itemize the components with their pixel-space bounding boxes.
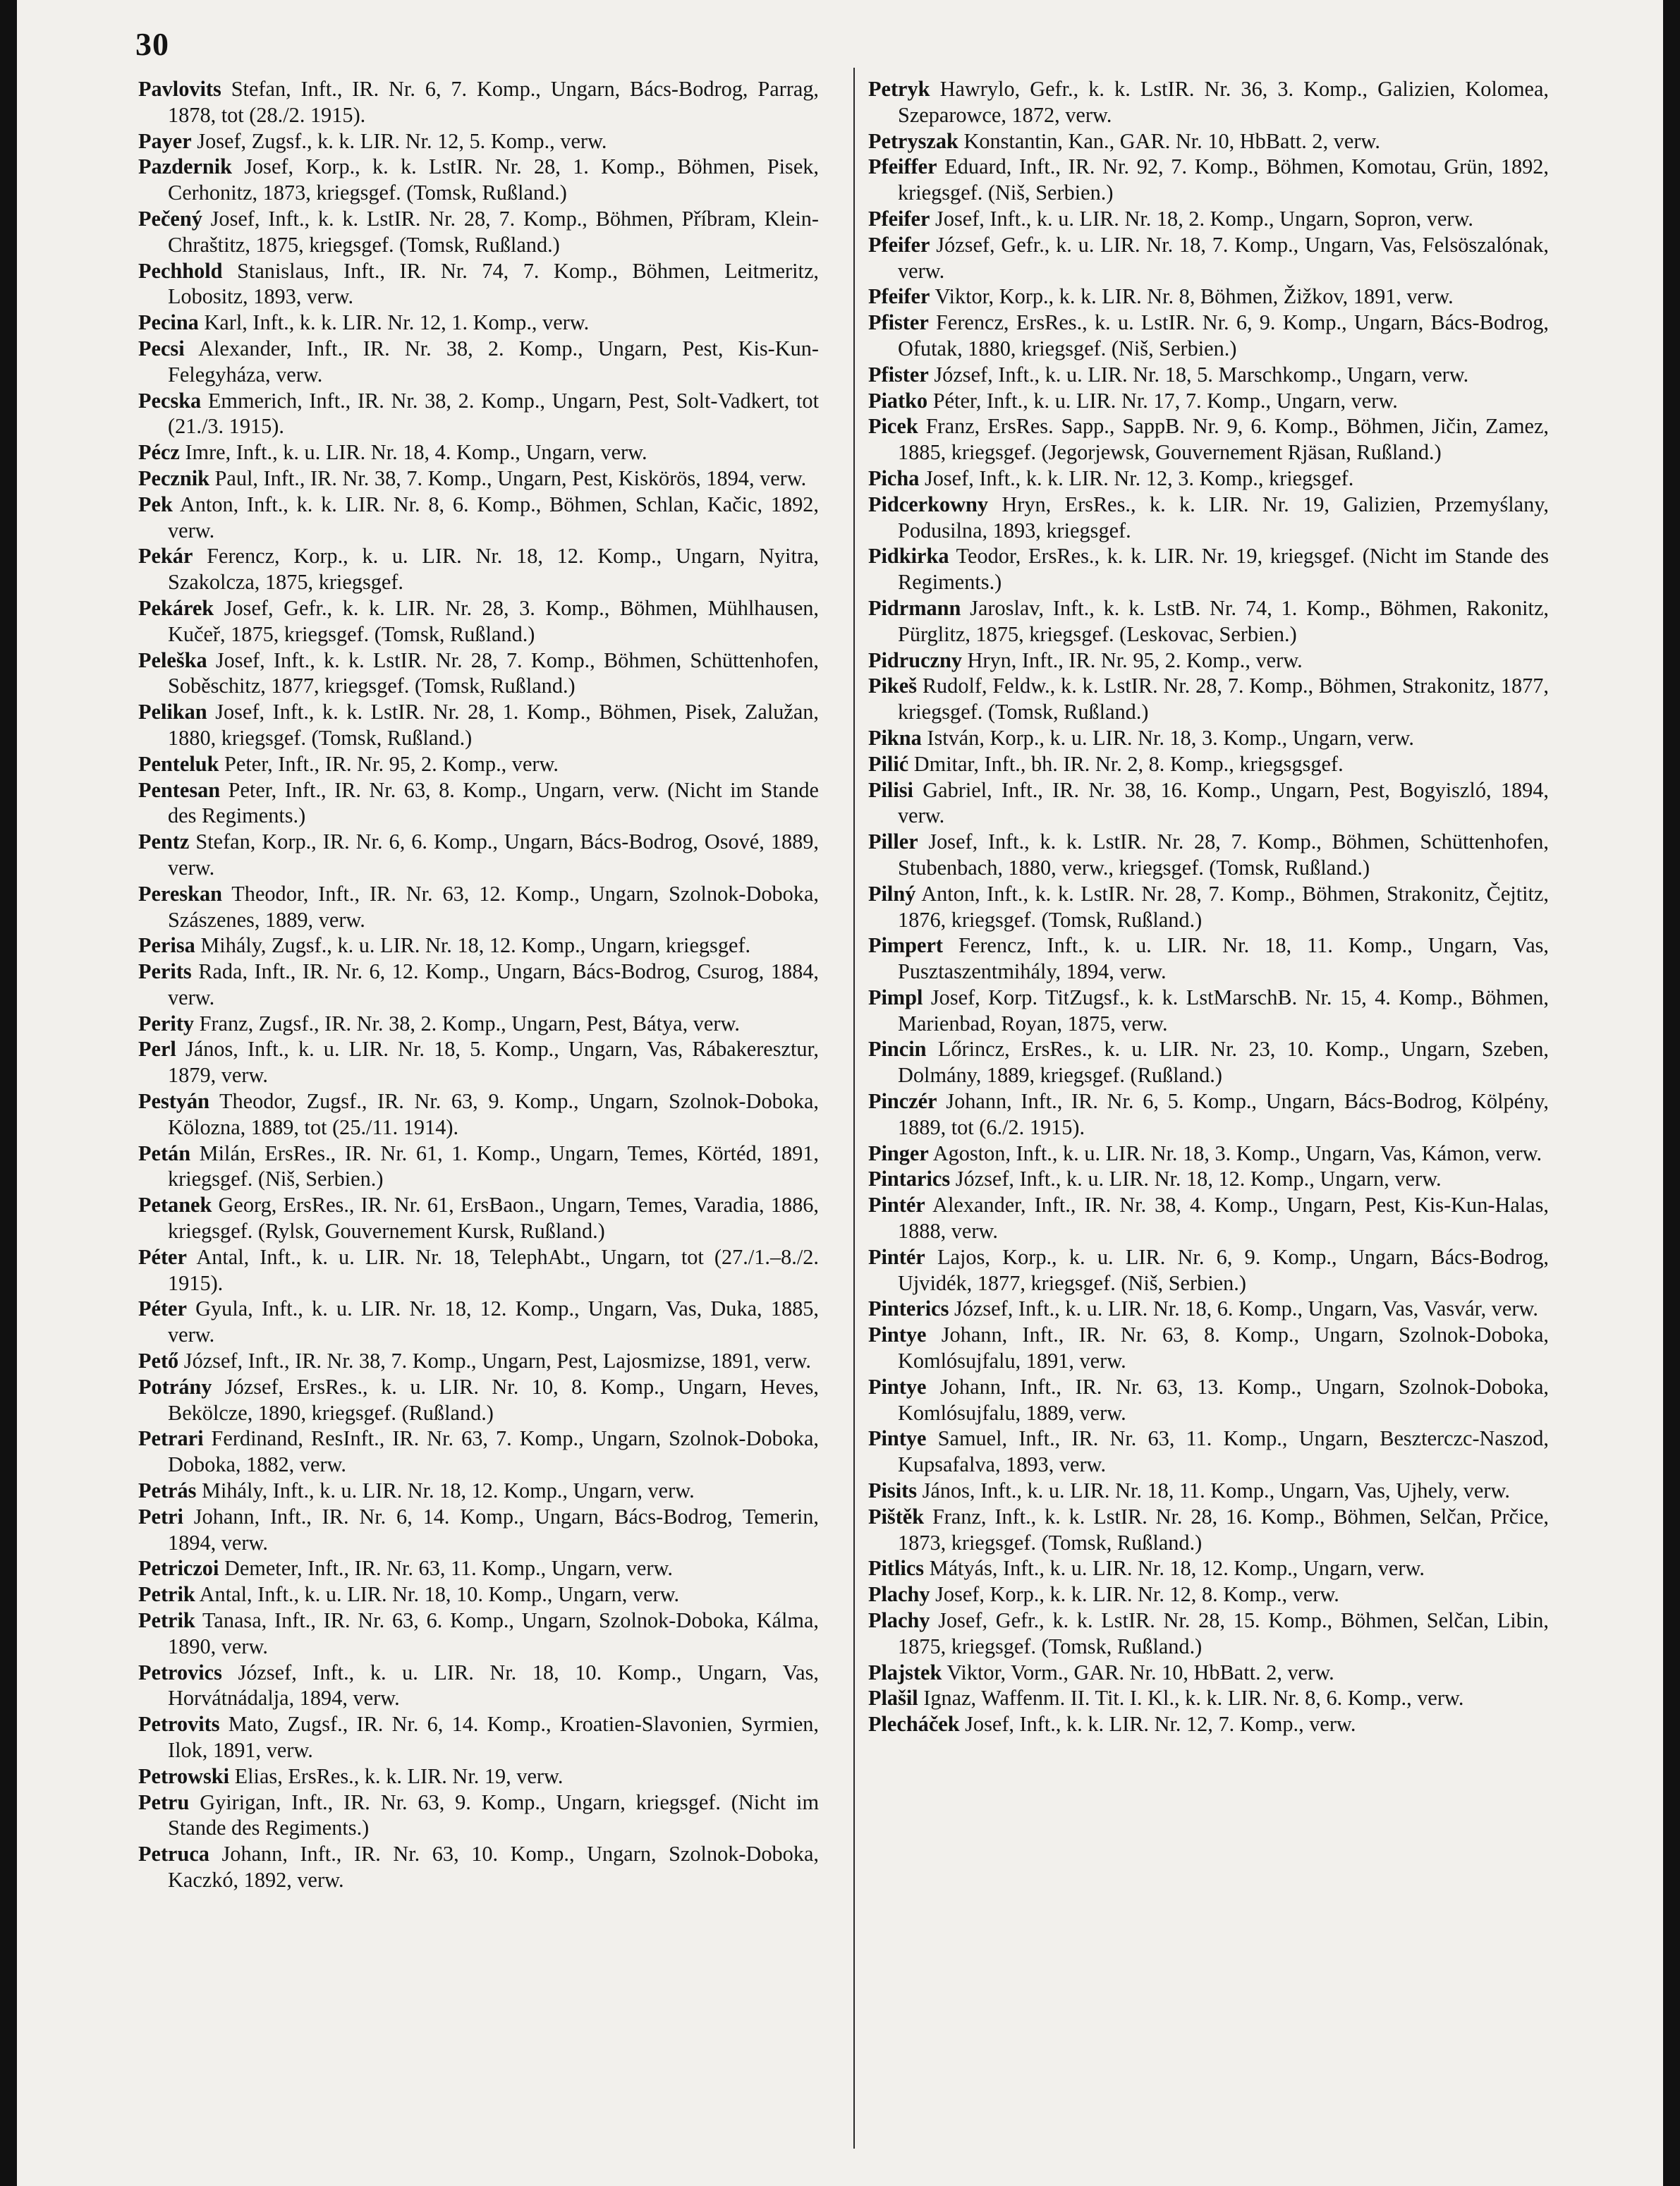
entry-details: Paul, Inft., IR. Nr. 38, 7. Komp., Ungarn, Pest, Kiskörös, 1894, verw. [214,466,807,490]
entry-surname: Petrovics [138,1660,222,1684]
entry-details: Karl, Inft., k. k. LIR. Nr. 12, 1. Komp., verw. [204,310,590,335]
entry-details: Josef, Inft., k. k. LstIR. Nr. 28, 1. Komp., Böhmen, Pisek, Zalužan, 1880, kriegsgef. (Tomsk, Rußland.) [168,700,819,750]
entry-details: Teodor, ErsRes., k. k. LIR. Nr. 19, kriegsgef. (Nicht im Stande des Regiments.) [898,544,1549,595]
entry-surname: Pimpert [868,933,943,958]
entry-surname: Petriczoi [138,1556,219,1581]
entry-details: Ferencz, Inft., k. u. LIR. Nr. 18, 11. Komp., Ungarn, Vas, Pusztaszentmihály, 1894, verw. [898,933,1549,984]
entry-surname: Plašil [868,1686,918,1711]
list-item [868,310,1549,362]
entry-details: Ferencz, ErsRes., k. u. LstIR. Nr. 6, 9. Komp., Ungarn, Bács-Bodrog, Ofutak, 1880, kriegsgef. (Niš, Serbien.) [898,310,1550,360]
entry-details: Hawrylo, Gefr., k. k. LstIR. Nr. 36, 3. Komp., Galizien, Kolomea, Szeparowce, 1872, verw. [898,77,1549,127]
entry-details: Johann, Inft., IR. Nr. 6, 5. Komp., Ungarn, Bács-Bodrog, Kölpény, 1889, tot (6./2. 1915). [898,1089,1550,1139]
entry-details: Antal, Inft., k. u. LIR. Nr. 18, TelephAbt., Ungarn, tot (27./1.–8./2. 1915). [168,1244,819,1295]
entry-surname: Plachy [868,1582,930,1607]
entry-details: Franz, ErsRes. Sapp., SappB. Nr. 9, 6. Komp., Böhmen, Jičin, Zamez, 1885, kriegsgef. (Jegorjewsk, Gouvernement Rjäsan, Rußland.) [898,414,1550,465]
entry-surname: Perits [138,959,192,984]
list-item [868,1036,1549,1088]
list-item [138,1660,819,1712]
entry-details: Josef, Gefr., k. k. LstIR. Nr. 28, 15. Komp., Böhmen, Selčan, Libin, 1875, kriegsgef. (Tomsk, Rußland.) [898,1608,1549,1658]
entry-surname: Pereskan [138,881,222,906]
list-item [868,1555,1549,1581]
entry-surname: Payer [138,128,192,153]
list-item [868,492,1549,544]
entry-details: Anton, Inft., k. k. LstIR. Nr. 28, 7. Komp., Böhmen, Strakonitz, Čejtitz, 1876, kriegsgef. (Tomsk, Rußland.) [898,881,1549,932]
entry-surname: Pecsi [138,336,185,360]
list-item [868,1166,1549,1192]
entry-surname: Pecznik [138,466,209,490]
list-item [138,310,819,336]
list-item [138,933,819,959]
list-item [138,1426,819,1478]
entry-details: Mátyás, Inft., k. u. LIR. Nr. 18, 12. Komp., Ungarn, verw. [929,1556,1425,1581]
list-item [138,1711,819,1763]
list-item [868,725,1549,751]
entry-details: Gyula, Inft., k. u. LIR. Nr. 18, 12. Komp., Ungarn, Vas, Duka, 1885, verw. [168,1297,819,1347]
list-item [138,829,819,881]
list-item [868,284,1549,310]
list-item [868,1426,1549,1478]
list-item [868,362,1549,388]
entry-surname: Pecska [138,388,202,413]
list-item [138,1348,819,1374]
entry-surname: Petrari [138,1426,204,1451]
list-item [868,1322,1549,1374]
list-item [868,1296,1549,1322]
entry-details: Dmitar, Inft., bh. IR. Nr. 2, 8. Komp., kriegsgsgef. [913,751,1344,776]
entry-surname: Petrovits [138,1712,220,1737]
list-item [138,439,819,466]
entry-details: Ferencz, Korp., k. u. LIR. Nr. 18, 12. Komp., Ungarn, Nyitra, Szakolcza, 1875, kriegsgef. [168,544,820,595]
entry-surname: Pecina [138,310,199,335]
entry-surname: Petruca [138,1842,209,1866]
entry-details: Ferdinand, ResInft., IR. Nr. 63, 7. Komp., Ungarn, Szolnok-Doboka, Doboka, 1882, verw. [168,1426,820,1477]
entry-details: Josef, Inft., k. u. LIR. Nr. 18, 2. Komp., Ungarn, Sopron, verw. [935,206,1473,231]
entry-surname: Pécz [138,440,180,465]
entry-details: Josef, Inft., k. k. LIR. Nr. 12, 3. Komp., kriegsgef. [924,466,1354,490]
entry-surname: Pekár [138,544,193,569]
list-item [868,1141,1549,1167]
entry-details: Franz, Zugsf., IR. Nr. 38, 2. Komp., Ungarn, Pest, Bátya, verw. [199,1011,740,1036]
entry-details: Demeter, Inft., IR. Nr. 63, 11. Komp., Ungarn, verw. [224,1556,673,1581]
entry-surname: Petrowski [138,1763,230,1788]
entry-details: Josef, Zugsf., k. k. LIR. Nr. 12, 5. Komp., verw. [197,128,607,153]
list-item [138,128,819,154]
list-item [868,829,1549,881]
entry-surname: Pintér [868,1193,925,1218]
entry-surname: Pikeš [868,674,918,698]
entry-details: Josef, Korp. TitZugsf., k. k. LstMarschB. Nr. 15, 4. Komp., Böhmen, Marienbad, Royan, 1875, verw. [898,985,1549,1036]
entry-details: József, Inft., IR. Nr. 38, 7. Komp., Ungarn, Pest, Lajosmizse, 1891, verw. [183,1349,811,1373]
list-item [868,1711,1549,1737]
entry-surname: Péter [138,1297,187,1321]
entry-surname: Pető [138,1349,179,1373]
entry-details: Hryn, Inft., IR. Nr. 95, 2. Komp., verw. [967,648,1303,672]
entry-details: Theodor, Inft., IR. Nr. 63, 12. Komp., Ungarn, Szolnok-Doboka, Szászenes, 1889, verw. [168,881,819,932]
entry-details: Josef, Korp., k. k. LIR. Nr. 12, 8. Komp., verw. [935,1582,1339,1607]
entry-details: Rada, Inft., IR. Nr. 6, 12. Komp., Ungarn, Bács-Bodrog, Csurog, 1884, verw. [168,959,820,1009]
entry-surname: Petán [138,1141,191,1165]
entry-surname: Pfeifer [868,232,930,257]
list-item [138,1841,819,1893]
entry-surname: Peleška [138,648,207,672]
entry-details: József, Inft., k. u. LIR. Nr. 18, 12. Komp., Ungarn, verw. [955,1167,1442,1191]
entry-details: János, Inft., k. u. LIR. Nr. 18, 11. Komp., Ungarn, Vas, Ujhely, verw. [922,1478,1510,1503]
entry-details: Josef, Inft., k. k. LstIR. Nr. 28, 7. Komp., Böhmen, Příbram, Klein-Chraštitz, 1875, kriegsgef. (Tomsk, Rußland.) [168,206,819,257]
entry-details: Franz, Inft., k. k. LstIR. Nr. 28, 16. Komp., Böhmen, Selčan, Prčice, 1873, kriegsgef. (Tomsk, Rußland.) [898,1504,1549,1555]
list-item [868,232,1549,284]
list-item [868,985,1549,1037]
list-item [138,1036,819,1088]
entry-surname: Pentesan [138,777,221,802]
entry-surname: Pintarics [868,1167,951,1191]
list-item [138,699,819,751]
entry-surname: Petrik [138,1582,195,1607]
entry-details: Mihály, Zugsf., k. u. LIR. Nr. 18, 12. Komp., Ungarn, kriegsgef. [200,933,751,958]
entry-surname: Pinczér [868,1089,937,1114]
list-item [868,648,1549,674]
list-item [138,1555,819,1581]
list-item [138,154,819,206]
entry-surname: Pitlics [868,1556,925,1581]
entry-surname: Plecháček [868,1712,960,1737]
entry-surname: Penteluk [138,751,219,776]
list-item [868,595,1549,648]
column-divider [853,68,855,2149]
entry-details: Georg, ErsRes., IR. Nr. 61, ErsBaon., Ungarn, Temes, Varadia, 1886, kriegsgef. (Rylsk, Gouvernement Kursk, Rußland.) [168,1193,819,1244]
list-item [138,1088,819,1141]
list-item [138,959,819,1011]
entry-surname: Pilisi [868,777,913,802]
entry-surname: Pincin [868,1037,927,1062]
list-item [138,1192,819,1244]
entry-surname: Pisits [868,1478,918,1503]
list-item [868,76,1549,128]
entry-details: József, Inft., k. u. LIR. Nr. 18, 6. Komp., Ungarn, Vas, Vasvár, verw. [954,1297,1538,1321]
entry-surname: Perl [138,1037,176,1062]
entry-surname: Pinterics [868,1297,949,1321]
list-item [138,1763,819,1790]
list-item [138,1244,819,1297]
list-item [138,543,819,595]
entry-surname: Pečený [138,206,202,231]
entry-surname: Perisa [138,933,195,958]
entry-details: Johann, Inft., IR. Nr. 6, 14. Komp., Ungarn, Bács-Bodrog, Temerin, 1894, verw. [168,1504,820,1555]
list-item [868,466,1549,492]
list-item [868,1504,1549,1556]
entry-surname: Plajstek [868,1660,942,1684]
list-item [138,388,819,440]
entry-details: Elias, ErsRes., k. k. LIR. Nr. 19, verw. [234,1763,564,1788]
entry-details: Jaroslav, Inft., k. k. LstB. Nr. 74, 1. Komp., Böhmen, Rakonitz, Pürglitz, 1875, kriegsgef. (Leskovac, Serbien.) [898,595,1549,646]
entry-details: József, ErsRes., k. u. LIR. Nr. 10, 8. Komp., Ungarn, Heves, Bekölcze, 1890, kriegsgef. (Rußland.) [168,1374,819,1425]
entry-details: Johann, Inft., IR. Nr. 63, 10. Komp., Ungarn, Szolnok-Doboka, Kaczkó, 1892, verw. [168,1842,819,1892]
entry-surname: Petru [138,1790,190,1814]
entry-details: Josef, Inft., k. k. LstIR. Nr. 28, 7. Komp., Böhmen, Schüttenhofen, Stubenbach, 1880, verw., kriegsgef. (Tomsk, Rußland.) [898,830,1550,880]
entry-surname: Pimpl [868,985,923,1009]
entry-surname: Pikna [868,725,922,750]
entry-surname: Pestyán [138,1089,209,1114]
entry-details: Josef, Gefr., k. k. LIR. Nr. 28, 3. Komp., Böhmen, Mühlhausen, Kučeř, 1875, kriegsgef. (Tomsk, Rußland.) [168,595,820,646]
entry-details: Josef, Korp., k. k. LstIR. Nr. 28, 1. Komp., Böhmen, Pisek, Cerhonitz, 1873, kriegsgef. (Tomsk, Rußland.) [168,154,819,205]
entry-details: Anton, Inft., k. k. LIR. Nr. 8, 6. Komp., Böhmen, Schlan, Kačic, 1892, verw. [168,492,819,542]
entry-details: Hryn, ErsRes., k. k. LIR. Nr. 19, Galizien, Przemyślany, Podusilna, 1893, kriegsgef. [898,492,1550,542]
entry-surname: Pištěk [868,1504,925,1529]
list-item [138,206,819,258]
entry-details: Lőrincz, ErsRes., k. u. LIR. Nr. 23, 10. Komp., Ungarn, Szeben, Dolmány, 1889, kriegsgef. (Rußland.) [898,1037,1549,1088]
entry-surname: Pintye [868,1374,927,1399]
entry-details: Stanislaus, Inft., IR. Nr. 74, 7. Komp., Böhmen, Leitmeritz, Lobositz, 1893, verw. [168,258,819,309]
entry-details: Konstantin, Kan., GAR. Nr. 10, HbBatt. 2, verw. [963,128,1380,153]
entry-details: József, Inft., k. u. LIR. Nr. 18, 5. Marschkomp., Ungarn, verw. [934,362,1469,387]
entry-details: Tanasa, Inft., IR. Nr. 63, 6. Komp., Ungarn, Szolnok-Doboka, Kálma, 1890, verw. [168,1608,819,1658]
list-item [868,673,1549,725]
list-item [868,1581,1549,1608]
list-item [138,595,819,648]
entry-surname: Piller [868,830,918,854]
entry-surname: Pidrmann [868,595,961,620]
entry-surname: Pfeifer [868,206,930,231]
list-item [868,1608,1549,1660]
document-page [17,0,1663,2186]
list-item [138,751,819,777]
entry-surname: Piatko [868,388,928,413]
entry-details: Mato, Zugsf., IR. Nr. 6, 14. Komp., Kroatien-Slavonien, Syrmien, Ilok, 1891, verw. [168,1712,819,1762]
entry-surname: Petri [138,1504,183,1529]
entry-details: Imre, Inft., k. u. LIR. Nr. 18, 4. Komp., Ungarn, verw. [185,440,647,465]
entry-details: Theodor, Zugsf., IR. Nr. 63, 9. Komp., Ungarn, Szolnok-Doboka, Kölozna, 1889, tot (25./11. 1914). [168,1089,819,1139]
list-item [138,492,819,544]
entry-surname: Pintye [868,1323,927,1347]
entry-surname: Petryszak [868,128,958,153]
entry-details: János, Inft., k. u. LIR. Nr. 18, 5. Komp., Ungarn, Vas, Rábakeresztur, 1879, verw. [168,1037,819,1088]
entry-details: Samuel, Inft., IR. Nr. 63, 11. Komp., Ungarn, Beszterczc-Naszod, Kupsafalva, 1893, verw. [898,1426,1549,1477]
list-item [868,1685,1549,1711]
entry-details: Antal, Inft., k. u. LIR. Nr. 18, 10. Komp., Ungarn, verw. [199,1582,680,1607]
entry-details: Peter, Inft., IR. Nr. 63, 8. Komp., Ungarn, verw. (Nicht im Stande des Regiments.) [168,777,820,828]
entry-details: Johann, Inft., IR. Nr. 63, 8. Komp., Ungarn, Szolnok-Doboka, Komlósujfalu, 1891, verw. [898,1323,1549,1373]
entry-details: István, Korp., k. u. LIR. Nr. 18, 3. Komp., Ungarn, verw. [927,725,1414,750]
entry-surname: Pilný [868,881,916,906]
list-item [868,1244,1549,1297]
entry-surname: Pilić [868,751,909,776]
page-number: 30 [135,26,169,62]
list-item [868,881,1549,933]
list-item [138,466,819,492]
list-item [868,128,1549,154]
entry-details: Gabriel, Inft., IR. Nr. 38, 16. Komp., Ungarn, Pest, Bogyiszló, 1894, verw. [898,777,1549,828]
entry-details: Peter, Inft., IR. Nr. 95, 2. Komp., verw. [224,751,559,776]
list-item [138,648,819,700]
entry-surname: Pek [138,492,173,516]
list-item [138,1581,819,1608]
list-item [868,1192,1549,1244]
entry-details: Stefan, Inft., IR. Nr. 6, 7. Komp., Ungarn, Bács-Bodrog, Parrag, 1878, tot (28./2. 1915). [168,77,819,127]
entry-surname: Pelikan [138,700,207,724]
entry-details: Viktor, Vorm., GAR. Nr. 10, HbBatt. 2, verw. [946,1660,1334,1684]
entry-details: Ignaz, Waffenm. II. Tit. I. Kl., k. k. LIR. Nr. 8, 6. Komp., verw. [923,1686,1464,1711]
list-item [138,777,819,830]
list-item [868,1088,1549,1141]
entry-surname: Pfister [868,310,929,335]
entry-details: Alexander, Inft., IR. Nr. 38, 2. Komp., Ungarn, Pest, Kis-Kun-Felegyháza, verw. [168,336,820,387]
entry-details: Péter, Inft., k. u. LIR. Nr. 17, 7. Komp., Ungarn, verw. [932,388,1398,413]
entry-surname: Pazdernik [138,154,232,179]
entry-surname: Pidkirka [868,544,949,569]
list-item [868,206,1549,232]
list-item [138,336,819,388]
list-item [868,1660,1549,1686]
entry-surname: Pidcerkowny [868,492,988,516]
list-item [868,154,1549,206]
entry-details: Gyirigan, Inft., IR. Nr. 63, 9. Komp., Ungarn, kriegsgef. (Nicht im Stande des Regiments.) [168,1790,820,1840]
list-item [138,1296,819,1348]
entry-details: Rudolf, Feldw., k. k. LstIR. Nr. 28, 7. Komp., Böhmen, Strakonitz, 1877, kriegsgef. (Tomsk, Rußland.) [898,674,1550,724]
entry-surname: Petanek [138,1193,212,1218]
entry-surname: Pinger [868,1141,929,1165]
entry-surname: Pintér [868,1244,925,1269]
entry-surname: Pentz [138,830,190,854]
list-item [138,258,819,310]
list-item [138,76,819,128]
entry-details: Milán, ErsRes., IR. Nr. 61, 1. Komp., Ungarn, Temes, Körtéd, 1891, kriegsgef. (Niš, Serbien.) [168,1141,819,1191]
entry-details: Lajos, Korp., k. u. LIR. Nr. 6, 9. Komp., Ungarn, Bács-Bodrog, Ujvidék, 1877, kriegsgef. (Niš, Serbien.) [898,1244,1550,1295]
list-item [138,881,819,933]
entry-details: Josef, Inft., k. k. LIR. Nr. 12, 7. Komp., verw. [965,1712,1356,1737]
list-item [868,751,1549,777]
entry-details: Eduard, Inft., IR. Nr. 92, 7. Komp., Böhmen, Komotau, Grün, 1892, kriegsgef. (Niš, Serbien.) [898,154,1549,205]
list-item [868,1374,1549,1426]
entry-details: József, Inft., k. u. LIR. Nr. 18, 10. Komp., Ungarn, Vas, Horvátnádalja, 1894, verw. [168,1660,819,1711]
entry-details: Agoston, Inft., k. u. LIR. Nr. 18, 3. Komp., Ungarn, Vas, Kámon, verw. [932,1141,1542,1165]
list-item [868,413,1549,466]
entry-details: József, Gefr., k. u. LIR. Nr. 18, 7. Komp., Ungarn, Vas, Felsöszalónak, verw. [898,232,1549,283]
entry-surname: Picek [868,414,918,439]
entry-surname: Picha [868,466,920,490]
list-item [868,388,1549,414]
list-item [138,1504,819,1556]
entry-surname: Pechhold [138,258,223,283]
left-column [138,76,819,1893]
list-item [138,1608,819,1660]
entry-details: Emmerich, Inft., IR. Nr. 38, 2. Komp., Ungarn, Pest, Solt-Vadkert, tot (21./3. 1915). [168,388,819,439]
list-item [868,1478,1549,1504]
entry-surname: Potrány [138,1374,212,1399]
entry-surname: Perity [138,1011,195,1036]
entry-surname: Petrik [138,1608,195,1633]
entry-surname: Pfeifer [868,284,930,309]
right-column [868,76,1549,1737]
list-item [868,777,1549,830]
list-item [868,543,1549,595]
entry-details: Mihály, Inft., k. u. LIR. Nr. 18, 12. Komp., Ungarn, verw. [202,1478,695,1503]
entry-surname: Pidruczny [868,648,962,672]
list-item [138,1011,819,1037]
entry-surname: Pfister [868,362,929,387]
entry-details: Alexander, Inft., IR. Nr. 38, 4. Komp., Ungarn, Pest, Kis-Kun-Halas, 1888, verw. [898,1193,1549,1244]
entry-surname: Petryk [868,77,930,101]
entry-surname: Pavlovits [138,77,221,101]
list-item [138,1141,819,1193]
entry-details: Viktor, Korp., k. k. LIR. Nr. 8, Böhmen, Žižkov, 1891, verw. [935,284,1454,309]
list-item [138,1478,819,1504]
list-item [868,933,1549,985]
entry-surname: Pfeiffer [868,154,937,179]
entry-details: Johann, Inft., IR. Nr. 63, 13. Komp., Ungarn, Szolnok-Doboka, Komlósujfalu, 1889, verw. [898,1374,1550,1425]
list-item [138,1790,819,1842]
entry-surname: Plachy [868,1608,930,1633]
entry-surname: Petrás [138,1478,197,1503]
entry-details: Stefan, Korp., IR. Nr. 6, 6. Komp., Ungarn, Bács-Bodrog, Osové, 1889, verw. [168,830,819,880]
entry-surname: Pintye [868,1426,927,1451]
entry-surname: Pekárek [138,595,214,620]
entry-details: Josef, Inft., k. k. LstIR. Nr. 28, 7. Komp., Böhmen, Schüttenhofen, Soběschitz, 1877, kriegsgef. (Tomsk, Rußland.) [168,648,820,698]
entry-surname: Péter [138,1244,187,1269]
list-item [138,1374,819,1426]
